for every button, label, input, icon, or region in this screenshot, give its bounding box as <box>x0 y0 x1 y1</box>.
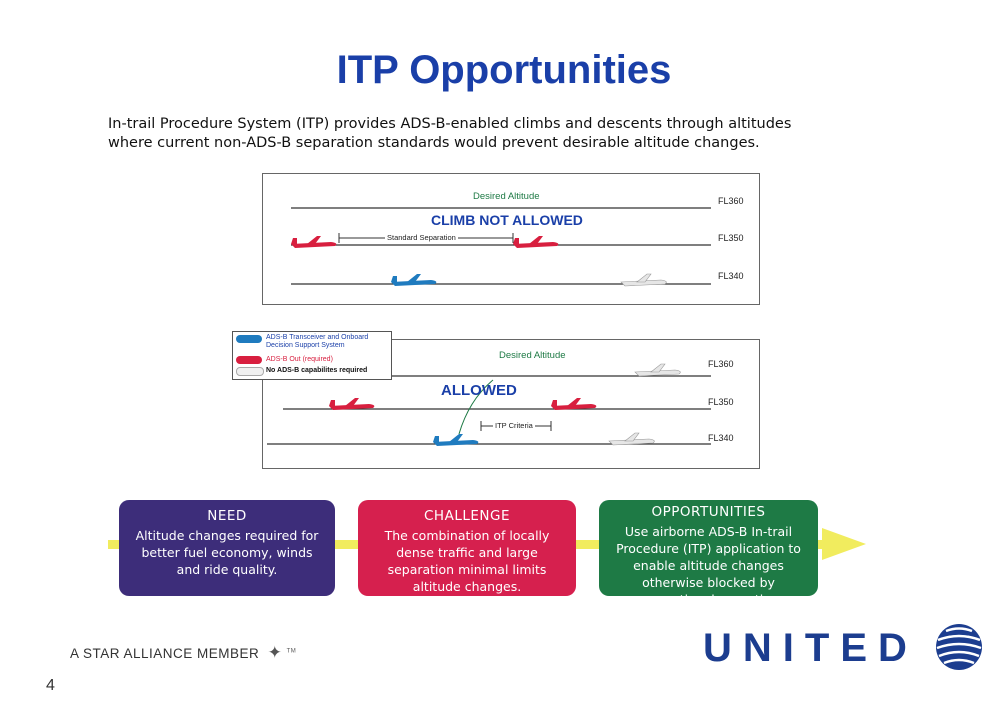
flight-level-label: FL350 <box>708 397 734 407</box>
itp-criteria-label: ITP Criteria <box>495 421 533 430</box>
globe-logo-icon <box>934 622 984 672</box>
climb-status: CLIMB NOT ALLOWED <box>431 212 583 228</box>
flight-level-label: FL350 <box>718 233 744 243</box>
legend-label: No ADS-B capabilites required <box>266 367 368 374</box>
blue-plane-icon <box>391 274 436 286</box>
need-body: Altitude changes required for better fuel economy, winds and ride quality. <box>135 528 319 577</box>
desired-altitude-label: Desired Altitude <box>499 350 566 361</box>
challenge-heading: CHALLENGE <box>424 508 510 524</box>
trademark-mark: TM <box>286 648 297 655</box>
need-box <box>119 500 335 596</box>
climb-not-allowed-diagram <box>262 173 760 305</box>
star-alliance-label: A STAR ALLIANCE MEMBER <box>70 646 260 661</box>
red-plane-icon <box>291 236 336 248</box>
white-plane-icon <box>621 274 666 286</box>
red-plane-icon <box>329 398 374 410</box>
white-plane-icon <box>609 433 654 445</box>
opportunities-box <box>599 500 818 607</box>
united-logo-text: UNITED <box>703 626 918 670</box>
legend <box>232 331 392 380</box>
flight-level-label: FL340 <box>718 271 744 281</box>
flight-level-label: FL360 <box>708 359 734 369</box>
page-title: ITP Opportunities <box>336 48 672 92</box>
legend-label: ADS-B Out (required) <box>266 356 333 363</box>
need-heading: NEED <box>207 508 247 524</box>
legend-label: ADS-B Transceiver and Onboard Decision Support System <box>266 334 369 349</box>
red-plane-icon <box>551 398 596 410</box>
standard-separation-label: Standard Separation <box>387 233 456 242</box>
flight-level-label: FL360 <box>718 196 744 206</box>
flight-level-label: FL340 <box>708 433 734 443</box>
white-plane-icon <box>635 364 680 376</box>
star-alliance-text <box>70 643 296 663</box>
white-plane-icon <box>236 367 264 376</box>
challenge-box <box>358 500 576 596</box>
opportunities-body: Use airborne ADS-B In-trail Procedure (ITP) application to enable altitude changes otherwise blocked by conventional operation. <box>616 524 801 607</box>
intro-paragraph: In-trail Procedure System (ITP) provides ADS-B-enabled climbs and descents through altitudes where current non-ADS-B separation standards would prevent desirable altitude changes. <box>108 116 792 151</box>
star-alliance-logo-icon: ✦ <box>267 643 283 662</box>
challenge-body: The combination of locally dense traffic and large separation minimal limits altitude changes. <box>384 528 550 594</box>
red-plane-icon <box>236 356 262 364</box>
allowed-status: ALLOWED <box>441 382 517 399</box>
page-number: 4 <box>46 677 55 694</box>
red-plane-icon <box>513 236 558 248</box>
blue-plane-icon <box>433 434 478 446</box>
blue-plane-icon <box>236 335 262 343</box>
desired-altitude-label: Desired Altitude <box>473 191 540 202</box>
opportunities-heading: OPPORTUNITIES <box>651 504 766 520</box>
